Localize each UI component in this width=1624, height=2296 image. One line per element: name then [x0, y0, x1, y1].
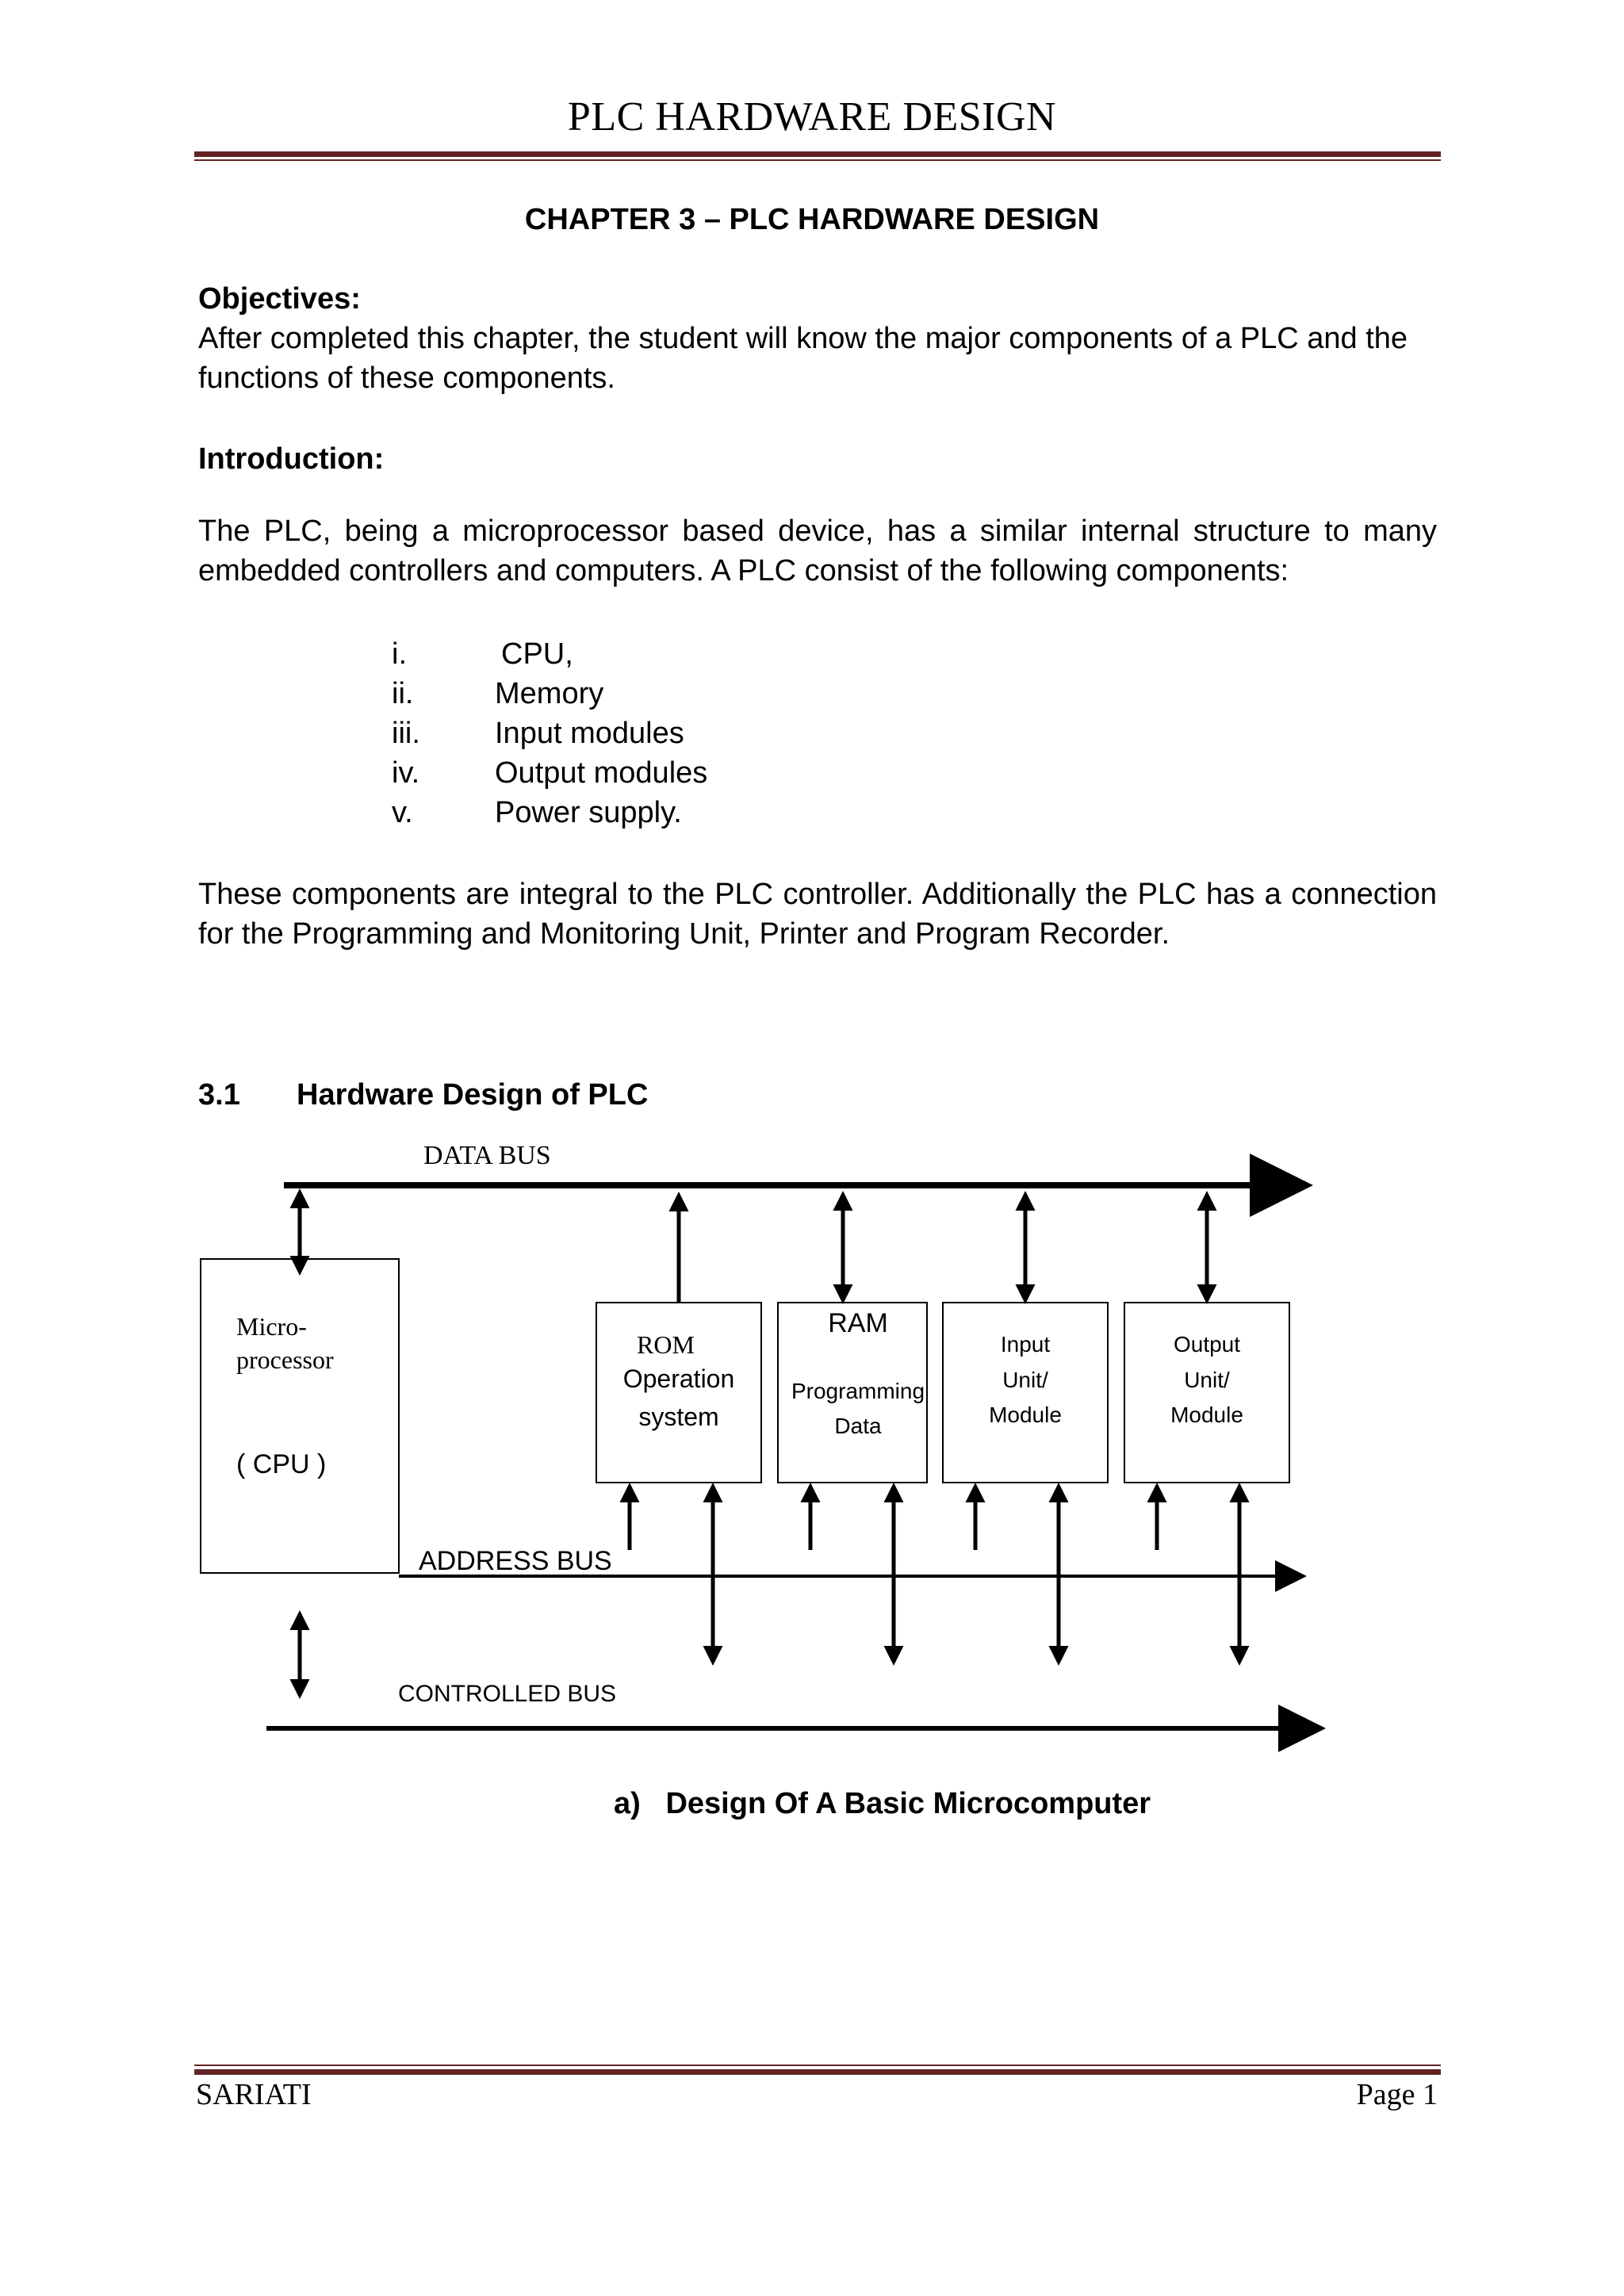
input-label-line1: Input	[1000, 1332, 1051, 1357]
output-label-line3: Module	[1170, 1402, 1243, 1427]
footer-rule-thin	[194, 2064, 1441, 2066]
section-title: Hardware Design of PLC	[297, 1078, 649, 1112]
list-item-text: Input modules	[495, 717, 684, 750]
cpu-label-line3: ( CPU )	[236, 1449, 327, 1479]
objectives-heading: Objectives:	[198, 282, 361, 316]
output-label-line2: Unit/	[1184, 1368, 1230, 1392]
cpu-label-line1: Micro-	[236, 1312, 307, 1341]
ram-label-line3: Data	[834, 1414, 882, 1438]
controlled-bus-label: CONTROLLED BUS	[398, 1681, 617, 1707]
introduction-para1-line2: embedded controllers and computers. A PLC consist of the following components:	[198, 554, 1289, 587]
list-item-text: CPU,	[501, 637, 573, 671]
list-item-number: iv.	[392, 756, 420, 790]
objectives-line-2: functions of these components.	[198, 362, 615, 395]
list-item-text: Memory	[495, 677, 604, 710]
footer-page-number: Page 1	[1356, 2078, 1438, 2111]
output-label-line1: Output	[1173, 1332, 1241, 1357]
input-label-line3: Module	[989, 1402, 1062, 1427]
objectives-line-1: After completed this chapter, the student will know the major components of a PLC and the	[198, 322, 1408, 355]
output-unit-box	[1124, 1303, 1289, 1483]
page-header-title: PLC HARDWARE DESIGN	[567, 94, 1057, 140]
ram-label-line2: Programming	[791, 1379, 925, 1403]
cpu-box	[201, 1259, 399, 1573]
diagram-caption: a) Design Of A Basic Microcomputer	[614, 1787, 1151, 1820]
address-bus-label: ADDRESS BUS	[419, 1546, 612, 1576]
chapter-title: CHAPTER 3 – PLC HARDWARE DESIGN	[524, 203, 1100, 236]
list-item-number: ii.	[392, 677, 414, 710]
rom-label-line2: Operation	[622, 1364, 735, 1393]
input-unit-box	[943, 1303, 1108, 1483]
section-number: 3.1	[198, 1078, 240, 1112]
input-label-line2: Unit/	[1002, 1368, 1048, 1392]
list-item-text: Power supply.	[495, 796, 682, 829]
introduction-para1-line1: The PLC, being a microprocessor based device, has a similar internal structure to many	[198, 515, 1437, 548]
cpu-label-line2: processor	[236, 1345, 334, 1374]
list-item-number: v.	[392, 796, 413, 829]
introduction-heading: Introduction:	[198, 442, 385, 476]
rom-label-line1: ROM	[637, 1330, 695, 1359]
introduction-para2-line2: for the Programming and Monitoring Unit, Printer and Program Recorder.	[198, 917, 1170, 951]
list-item-number: i.	[392, 637, 407, 671]
list-item-text: Output modules	[495, 756, 708, 790]
list-item-number: iii.	[392, 717, 420, 750]
introduction-para2-line1: These components are integral to the PLC controller. Additionally the PLC has a connection	[198, 878, 1437, 911]
ram-label-line1: RAM	[828, 1308, 888, 1338]
data-bus-label: DATA BUS	[423, 1141, 551, 1170]
footer-rule-thick	[194, 2069, 1441, 2075]
footer-author: SARIATI	[196, 2078, 312, 2111]
rom-label-line3: system	[638, 1402, 719, 1431]
